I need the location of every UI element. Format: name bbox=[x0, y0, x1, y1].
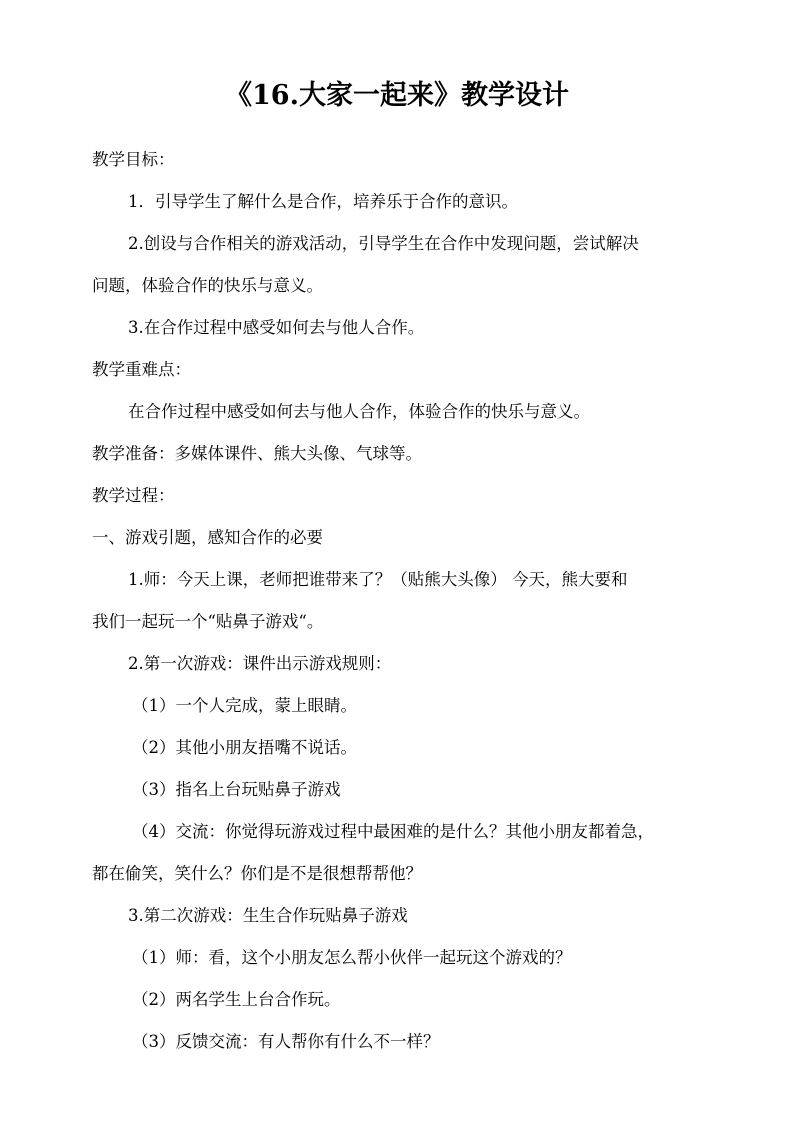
goal-3: 3.在合作过程中感受如何去与他人合作。 bbox=[128, 318, 425, 337]
step-1-line-1: 1.师：今天上课，老师把谁带来了？（贴熊大头像） 今天，熊大要和 bbox=[128, 570, 628, 589]
key-points-text: 在合作过程中感受如何去与他人合作，体验合作的快乐与意义。 bbox=[128, 402, 590, 421]
step-2-heading: 2.第一次游戏：课件出示游戏规则： bbox=[128, 654, 392, 673]
step-2-item-2: （2）其他小朋友捂嘴不说话。 bbox=[132, 738, 357, 757]
section-1-heading: 一、游戏引题，感知合作的必要 bbox=[92, 528, 323, 547]
goal-1: 1．引导学生了解什么是合作，培养乐于合作的意识。 bbox=[128, 192, 518, 211]
step-2-item-4-line-1: （4）交流：你觉得玩游戏过程中最困难的是什么？其他小朋友都着急， bbox=[132, 822, 654, 841]
step-2-item-4-line-2: 都在偷笑，笑什么？你们是不是很想帮帮他？ bbox=[92, 864, 422, 883]
step-3-heading: 3.第二次游戏：生生合作玩贴鼻子游戏 bbox=[128, 906, 408, 925]
goal-2-line-1: 2.创设与合作相关的游戏活动，引导学生在合作中发现问题，尝试解决 bbox=[128, 234, 639, 253]
heading-key-points: 教学重难点： bbox=[92, 360, 191, 379]
step-2-item-1: （1）一个人完成，蒙上眼睛。 bbox=[132, 696, 357, 715]
step-1-line-2: 我们一起玩一个“贴鼻子游戏“。 bbox=[92, 612, 324, 631]
document-title: 《16.大家一起来》教学设计 bbox=[225, 80, 569, 111]
goal-2-line-2: 问题，体验合作的快乐与意义。 bbox=[92, 276, 323, 295]
step-3-item-2: （2）两名学生上台合作玩。 bbox=[132, 990, 341, 1009]
step-3-item-1: （1）师：看，这个小朋友怎么帮小伙伴一起玩这个游戏的？ bbox=[132, 948, 572, 967]
step-2-item-3: （3）指名上台玩贴鼻子游戏 bbox=[132, 780, 341, 799]
heading-teaching-goals: 教学目标： bbox=[92, 150, 175, 169]
step-3-item-3: （3）反馈交流：有人帮你有什么不一样？ bbox=[132, 1032, 440, 1051]
teaching-preparation: 教学准备：多媒体课件、熊大头像、气球等。 bbox=[92, 444, 422, 463]
heading-teaching-process: 教学过程： bbox=[92, 486, 175, 505]
